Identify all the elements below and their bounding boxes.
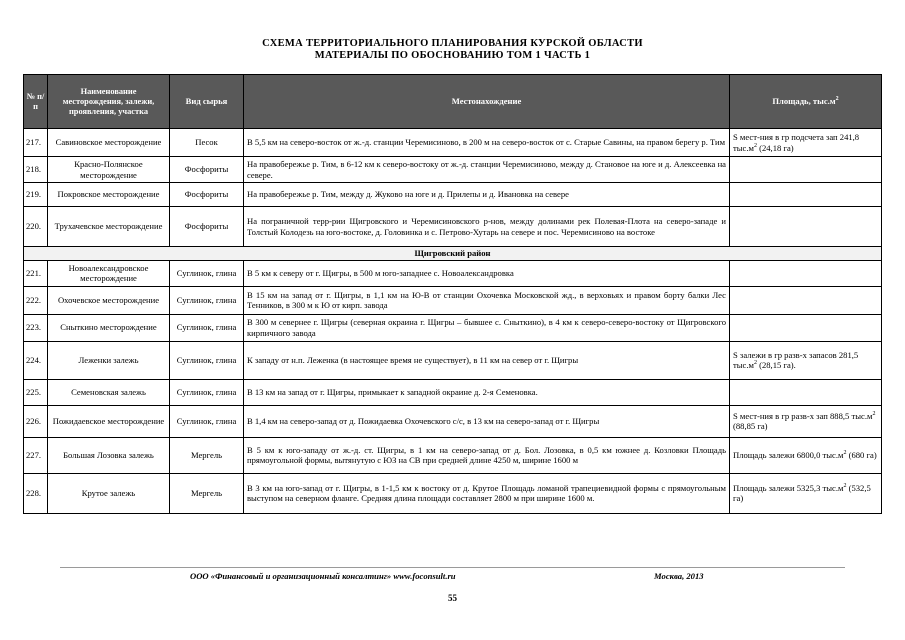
cell-number: 225. <box>24 379 48 405</box>
table-row <box>24 437 882 473</box>
cell-location: В 15 км на запад от г. Щигры, в 1,1 км на Ю-В от станции Охочевка Московской жд., в верховьях и правом борту балки Лес Тенников, в 300 м к Ю от кирп. завода <box>244 286 730 314</box>
cell-location: В 5,5 км на северо-восток от ж.-д. станции Черемисиново, в 200 м на северо-восток от с. Старые Савины, на правом берегу р. Тим <box>244 129 730 157</box>
cell-number: 226. <box>24 405 48 437</box>
cell-location: В 1,4 км на северо-запад от д. Пожидаевка Охочевского с/с, в 13 км на северо-запад от г. Щигры <box>244 405 730 437</box>
table-row <box>24 157 882 183</box>
cell-name: Покровское месторождение <box>48 183 170 207</box>
cell-area <box>730 157 882 183</box>
cell-area: Площадь залежи 5325,3 $тыс.м^2$ (532,5 га) <box>730 473 882 513</box>
cell-location: В 300 м севернее г. Щигры (северная окраина г. Щигры – бывшее с. Сныткино), в 4 км к северо-северо-востоку от Щигровского кирпичного завода <box>244 314 730 341</box>
cell-location: В 5 км к юго-западу от ж.-д. ст. Щигры, в 1 км на северо-запад от д. Бол. Лозовка, в 0,5 км южнее д. Козловки Площадь прямоугольной формы, вытянутую с ЮЗ на СВ при средней длине 4250 м, ширине 1600 м <box>244 437 730 473</box>
cell-location: В 13 км на запад от г. Щигры, примыкает к западной окраине д. 2-я Семеновка. <box>244 379 730 405</box>
table-row <box>24 207 882 247</box>
cell-type: Фосфориты <box>170 157 244 183</box>
cell-type: Суглинок, глина <box>170 314 244 341</box>
cell-type: Суглинок, глина <box>170 286 244 314</box>
cell-area <box>730 286 882 314</box>
cell-location: В 5 км к северу от г. Щигры, в 500 м юго-западнее с. Новоалександровка <box>244 260 730 286</box>
cell-name: Крутое залежь <box>48 473 170 513</box>
col-header-area: Площадь, $тыс.м^2$ <box>730 75 882 129</box>
cell-number: 219. <box>24 183 48 207</box>
table-body-district <box>24 247 882 261</box>
cell-area: Площадь залежи 6800,0 $тыс.м^2$ (680 га) <box>730 437 882 473</box>
table-row <box>24 129 882 157</box>
col-header-name: Наименование месторождения, залежи, проявления, участка <box>48 75 170 129</box>
district-name: Щигровский район <box>24 247 882 261</box>
cell-number: 221. <box>24 260 48 286</box>
cell-location: На правобережье р. Тим, в 6-12 км к северо-востоку от ж.-д. станции Черемисиново, между д. Становое на юге и д. Алексеевка на севере. <box>244 157 730 183</box>
cell-number: 224. <box>24 341 48 379</box>
table-row <box>24 286 882 314</box>
cell-area: S мест-ния в гр подсчета зап 241,8 $тыс.м^2$ (24,18 га) <box>730 129 882 157</box>
cell-location: В 3 км на юго-запад от г. Щигры, в 1-1,5 км к востоку от д. Крутое Площадь ломаной трапециевидной формы с прямоугольным выступом на северном фланге. Средняя длина площади составляет 2800 м при ширине 1600 м. <box>244 473 730 513</box>
cell-area <box>730 183 882 207</box>
table-row <box>24 260 882 286</box>
col-header-number: № п/ п <box>24 75 48 129</box>
cell-number: 218. <box>24 157 48 183</box>
title-line-1: СХЕМА ТЕРРИТОРИАЛЬНОГО ПЛАНИРОВАНИЯ КУРСКОЙ ОБЛАСТИ <box>262 38 643 49</box>
cell-number: 220. <box>24 207 48 247</box>
cell-name: Семеновская залежь <box>48 379 170 405</box>
cell-name: Большая Лозовка залежь <box>48 437 170 473</box>
table-row <box>24 473 882 513</box>
cell-location: К западу от н.п. Леженка (в настоящее время не существует), в 11 км на север от г. Щигры <box>244 341 730 379</box>
cell-number: 222. <box>24 286 48 314</box>
cell-type: Суглинок, глина <box>170 341 244 379</box>
cell-type: Суглинок, глина <box>170 405 244 437</box>
cell-name: Охочевское месторождение <box>48 286 170 314</box>
cell-name: Пожидаевское месторождение <box>48 405 170 437</box>
cell-area: S мест-ния в гр разв-х зап 888,5 $тыс.м^2$ (88,85 га) <box>730 405 882 437</box>
title-line-2: МАТЕРИАЛЫ ПО ОБОСНОВАНИЮ ТОМ 1 ЧАСТЬ 1 <box>314 50 591 61</box>
cell-name: Сныткино месторождение <box>48 314 170 341</box>
page-title <box>0 38 905 62</box>
deposits-table <box>23 74 882 514</box>
footer-company: ООО «Финансовый и организационный консалтинг» www.foconsult.ru <box>190 571 456 581</box>
table-body-upper <box>24 129 882 247</box>
cell-type: Суглинок, глина <box>170 379 244 405</box>
cell-name: Савиновское месторождение <box>48 129 170 157</box>
cell-type: Фосфориты <box>170 207 244 247</box>
cell-name: Трухачевское месторождение <box>48 207 170 247</box>
cell-name: Новоалександровское месторождение <box>48 260 170 286</box>
cell-area <box>730 260 882 286</box>
table-row <box>24 341 882 379</box>
table-row <box>24 314 882 341</box>
cell-name: Леженки залежь <box>48 341 170 379</box>
district-row <box>24 247 882 261</box>
cell-area <box>730 379 882 405</box>
page-number: 55 <box>448 593 457 603</box>
footer-divider <box>60 567 845 568</box>
cell-location: На пограничной терр-рии Щигровского и Черемисиновского р-нов, между долинами рек Полевая-Плота на северо-западе и Толстый Колодезь на юго-востоке, д. Головинка и с. Петрово-Хутарь на севере и пос. Черемисиново на востоке <box>244 207 730 247</box>
cell-number: 223. <box>24 314 48 341</box>
cell-name: Красно-Полянское месторождение <box>48 157 170 183</box>
cell-area <box>730 207 882 247</box>
table-row <box>24 183 882 207</box>
col-header-type: Вид сырья <box>170 75 244 129</box>
cell-type: Мергель <box>170 473 244 513</box>
table-body-lower <box>24 260 882 513</box>
table-header-row <box>24 75 882 129</box>
col-header-location: Местонахождение <box>244 75 730 129</box>
cell-area: S залежи в гр разв-х запасов 281,5 $тыс.м^2$ (28,15 га). <box>730 341 882 379</box>
cell-area <box>730 314 882 341</box>
footer-city-year: Москва, 2013 <box>654 571 704 581</box>
cell-type: Суглинок, глина <box>170 260 244 286</box>
table-row <box>24 405 882 437</box>
deposits-table-container <box>23 74 881 514</box>
cell-number: 217. <box>24 129 48 157</box>
cell-number: 227. <box>24 437 48 473</box>
cell-number: 228. <box>24 473 48 513</box>
cell-location: На правобережье р. Тим, между д. Жуково на юге и д. Прилепы и д. Ивановка на севере <box>244 183 730 207</box>
cell-type: Фосфориты <box>170 183 244 207</box>
cell-type: Песок <box>170 129 244 157</box>
cell-type: Мергель <box>170 437 244 473</box>
table-row <box>24 379 882 405</box>
